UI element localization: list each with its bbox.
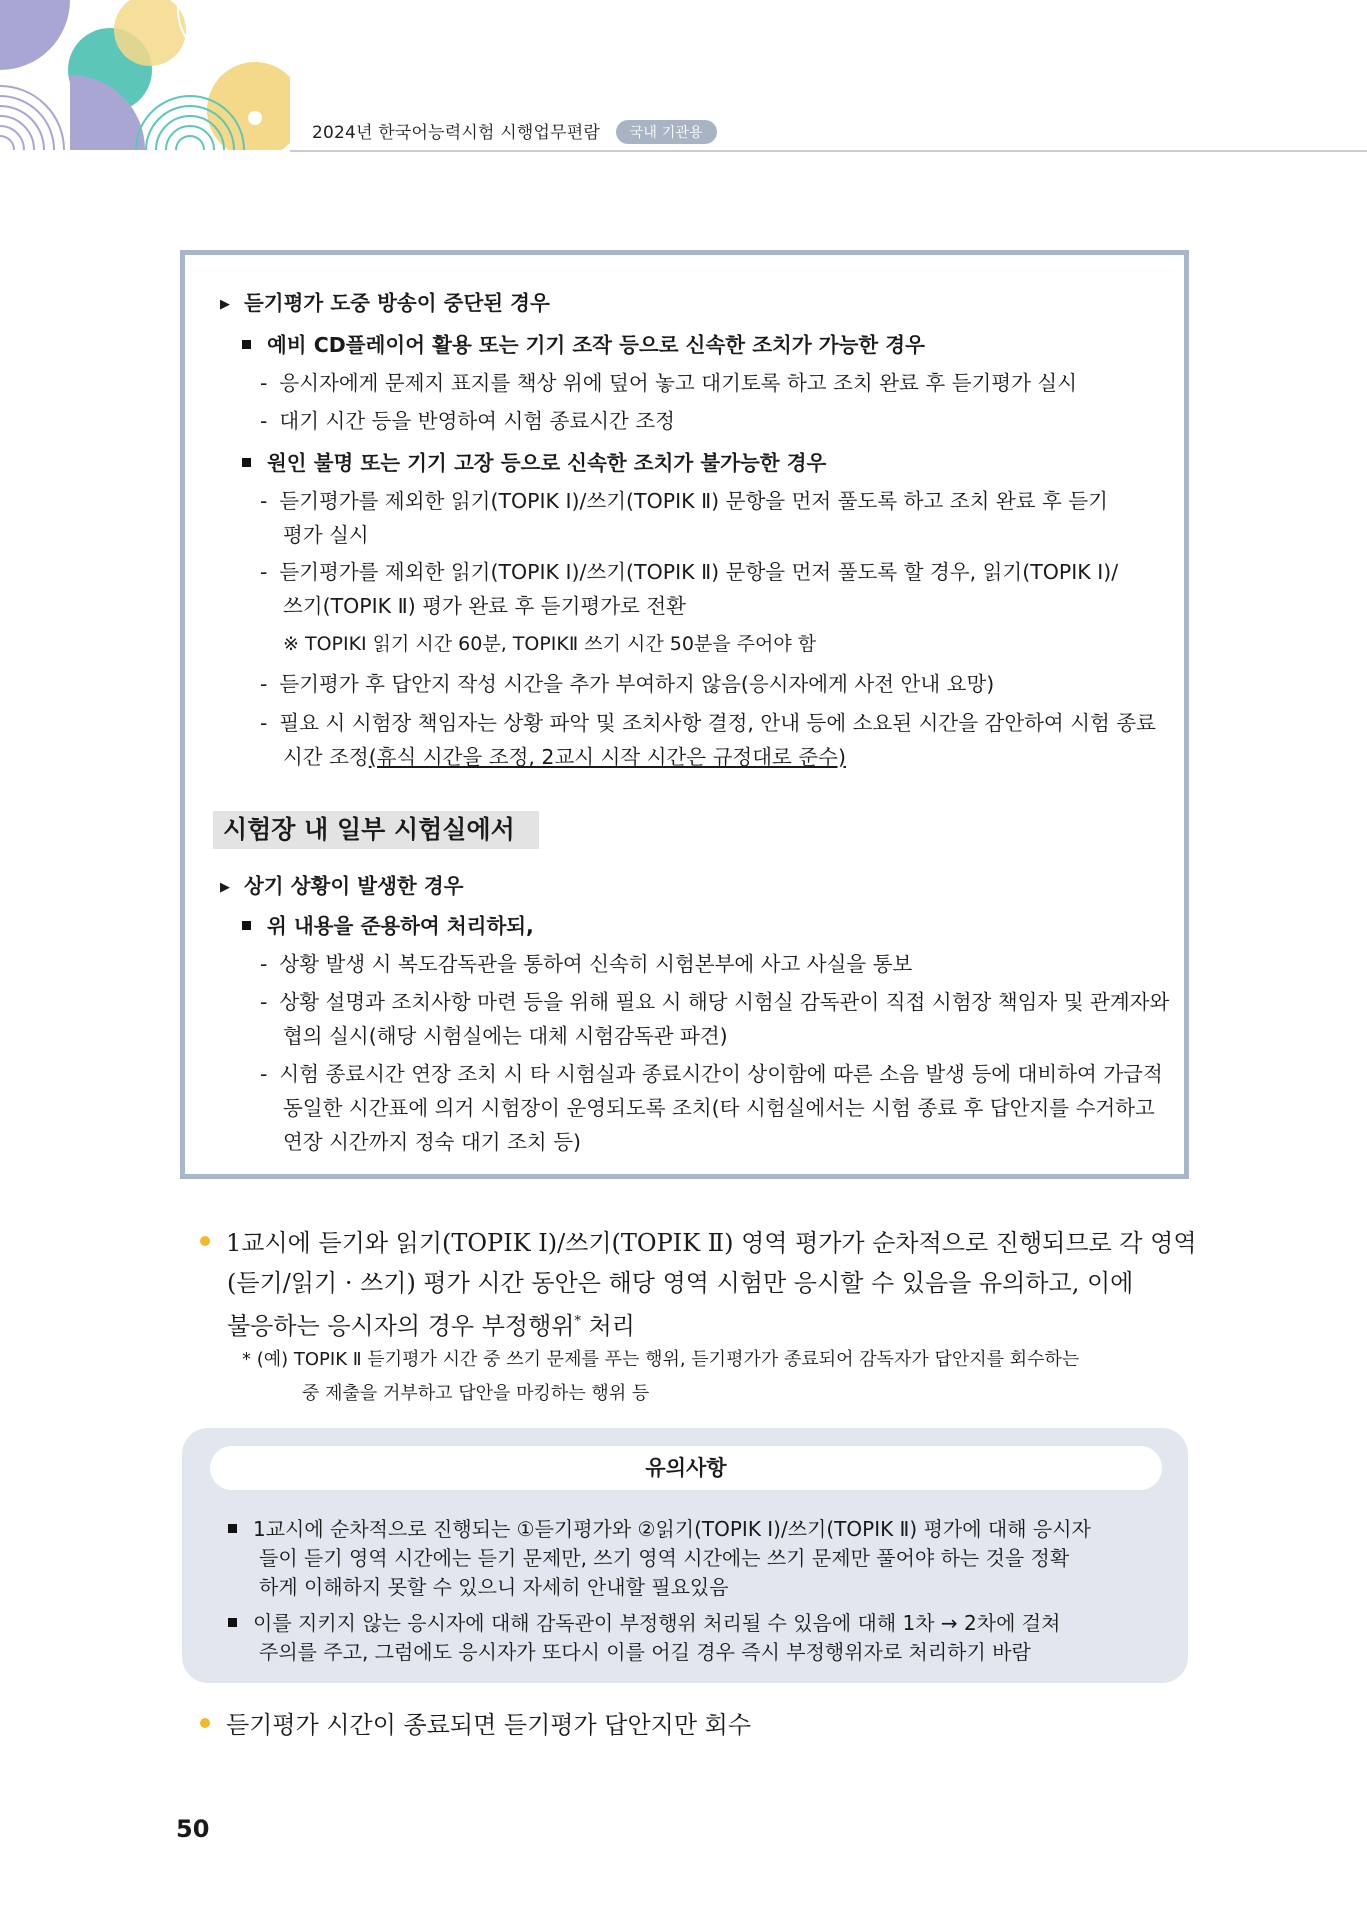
header-badge: 국내 기관용 — [616, 120, 717, 144]
para1-line: 1교시에 듣기와 읽기(TOPIK Ⅰ)/쓰기(TOPIK Ⅱ) 영역 평가가 순차적으로 진행되므로 각 영역 — [200, 1230, 1197, 1256]
header-divider — [290, 150, 1367, 152]
page-number: 50 — [176, 1815, 210, 1843]
caution-item-cont: 하게 이해하지 못할 수 있으니 자세히 안내할 필요있음 — [259, 1575, 729, 1599]
list-item: - 응시자에게 문제지 표지를 책상 위에 덮어 놓고 대기토록 하고 조치 완료 후 듣기평가 실시 — [260, 371, 1078, 395]
s2-sub: 위 내용을 준용하여 처리하되, — [242, 913, 534, 939]
para2: 듣기평가 시간이 종료되면 듣기평가 답안지만 회수 — [200, 1712, 751, 1738]
footnote-cont: 중 제출을 거부하고 답안을 마킹하는 행위 등 — [302, 1383, 650, 1404]
section-heading: 시험장 내 일부 시험실에서 — [213, 811, 539, 849]
para1-line: (듣기/읽기 · 쓰기) 평가 시간 동안은 해당 영역 시험만 응시할 수 있음을 유의하고, 이에 — [227, 1269, 1134, 1297]
square-bullet-icon — [242, 340, 251, 349]
note-line: ※ TOPIKⅠ 읽기 시간 60분, TOPIKⅡ 쓰기 시간 50분을 주어야 함 — [283, 633, 817, 655]
caution-title: 유의사항 — [210, 1446, 1162, 1490]
square-bullet-icon — [228, 1524, 237, 1533]
list-item: - 듣기평가 후 답안지 작성 시간을 추가 부여하지 않음(응시자에게 사전 안내 요망) — [260, 672, 995, 696]
header-title: 2024년 한국어능력시험 시행업무편람 — [312, 123, 600, 143]
s1-case1-title: 예비 CD플레이어 활용 또는 기기 조작 등으로 신속한 조치가 가능한 경우 — [242, 332, 925, 358]
header — [312, 118, 717, 144]
bullet-dot-icon — [200, 1236, 210, 1246]
list-item-cont: 평가 실시 — [283, 523, 369, 547]
list-item: - 상황 발생 시 복도감독관을 통하여 신속히 시험본부에 사고 사실을 통보 — [260, 952, 913, 976]
list-item-cont: 협의 실시(해당 시험실에는 대체 시험감독관 파견) — [283, 1024, 728, 1048]
caution-item: 1교시에 순차적으로 진행되는 ①듣기평가와 ②읽기(TOPIK Ⅰ)/쓰기(TOPIK Ⅱ) 평가에 대해 응시자 — [228, 1516, 1091, 1542]
square-bullet-icon — [242, 458, 251, 467]
footnote: * (예) TOPIK Ⅱ 듣기평가 시간 중 쓰기 문제를 푸는 행위, 듣기평가가 종료되어 감독자가 답안지를 회수하는 — [242, 1349, 1080, 1370]
caution-item: 이를 지키지 않는 응시자에 대해 감독관이 부정행위 처리될 수 있음에 대해 1차 → 2차에 걸쳐 — [228, 1610, 1060, 1636]
s2-title: ▶ 상기 상황이 발생한 경우 — [220, 874, 464, 898]
list-item: - 시험 종료시간 연장 조치 시 타 시험실과 종료시간이 상이함에 따른 소음 발생 등에 대비하여 가급적 — [260, 1062, 1163, 1086]
triangle-bullet-icon: ▶ — [220, 880, 230, 895]
s1-case2-title: 원인 불명 또는 기기 고장 등으로 신속한 조치가 불가능한 경우 — [242, 450, 826, 476]
list-item-cont: 시간 조정(휴식 시간을 조정, 2교시 시작 시간은 규정대로 준수) — [283, 745, 846, 769]
bullet-dot-icon — [200, 1718, 210, 1728]
list-item: - 필요 시 시험장 책임자는 상황 파악 및 조치사항 결정, 안내 등에 소요된 시간을 감안하여 시험 종료 — [260, 711, 1156, 735]
s1-title: ▶ 듣기평가 도중 방송이 중단된 경우 — [220, 291, 550, 315]
list-item-cont: 연장 시간까지 정숙 대기 조치 등) — [283, 1130, 582, 1154]
para1-line: 불응하는 응시자의 경우 부정행위* 처리 — [227, 1312, 635, 1340]
triangle-bullet-icon: ▶ — [220, 297, 230, 312]
header-decoration — [0, 0, 300, 150]
list-item: - 대기 시간 등을 반영하여 시험 종료시간 조정 — [260, 409, 675, 433]
caution-item-cont: 들이 듣기 영역 시간에는 듣기 문제만, 쓰기 영역 시간에는 쓰기 문제만 풀어야 하는 것을 정확 — [259, 1546, 1070, 1570]
list-item-cont: 동일한 시간표에 의거 시험장이 운영되도록 조치(타 시험실에서는 시험 종료 후 답안지를 수거하고 — [283, 1096, 1155, 1120]
square-bullet-icon — [228, 1618, 237, 1627]
list-item-cont: 쓰기(TOPIK Ⅱ) 평가 완료 후 듣기평가로 전환 — [283, 594, 686, 618]
square-bullet-icon — [242, 921, 251, 930]
list-item: - 듣기평가를 제외한 읽기(TOPIK Ⅰ)/쓰기(TOPIK Ⅱ) 문항을 먼저 풀도록 할 경우, 읽기(TOPIK Ⅰ)/ — [260, 560, 1119, 584]
list-item: - 듣기평가를 제외한 읽기(TOPIK Ⅰ)/쓰기(TOPIK Ⅱ) 문항을 먼저 풀도록 하고 조치 완료 후 듣기 — [260, 489, 1108, 513]
underlined-text: (휴식 시간을 조정, 2교시 시작 시간은 규정대로 준수) — [368, 745, 846, 769]
list-item: - 상황 설명과 조치사항 마련 등을 위해 필요 시 해당 시험실 감독관이 직접 시험장 책임자 및 관계자와 — [260, 990, 1170, 1014]
caution-item-cont: 주의를 주고, 그럼에도 응시자가 또다시 이를 어길 경우 즉시 부정행위자로 처리하기 바람 — [259, 1640, 1031, 1664]
